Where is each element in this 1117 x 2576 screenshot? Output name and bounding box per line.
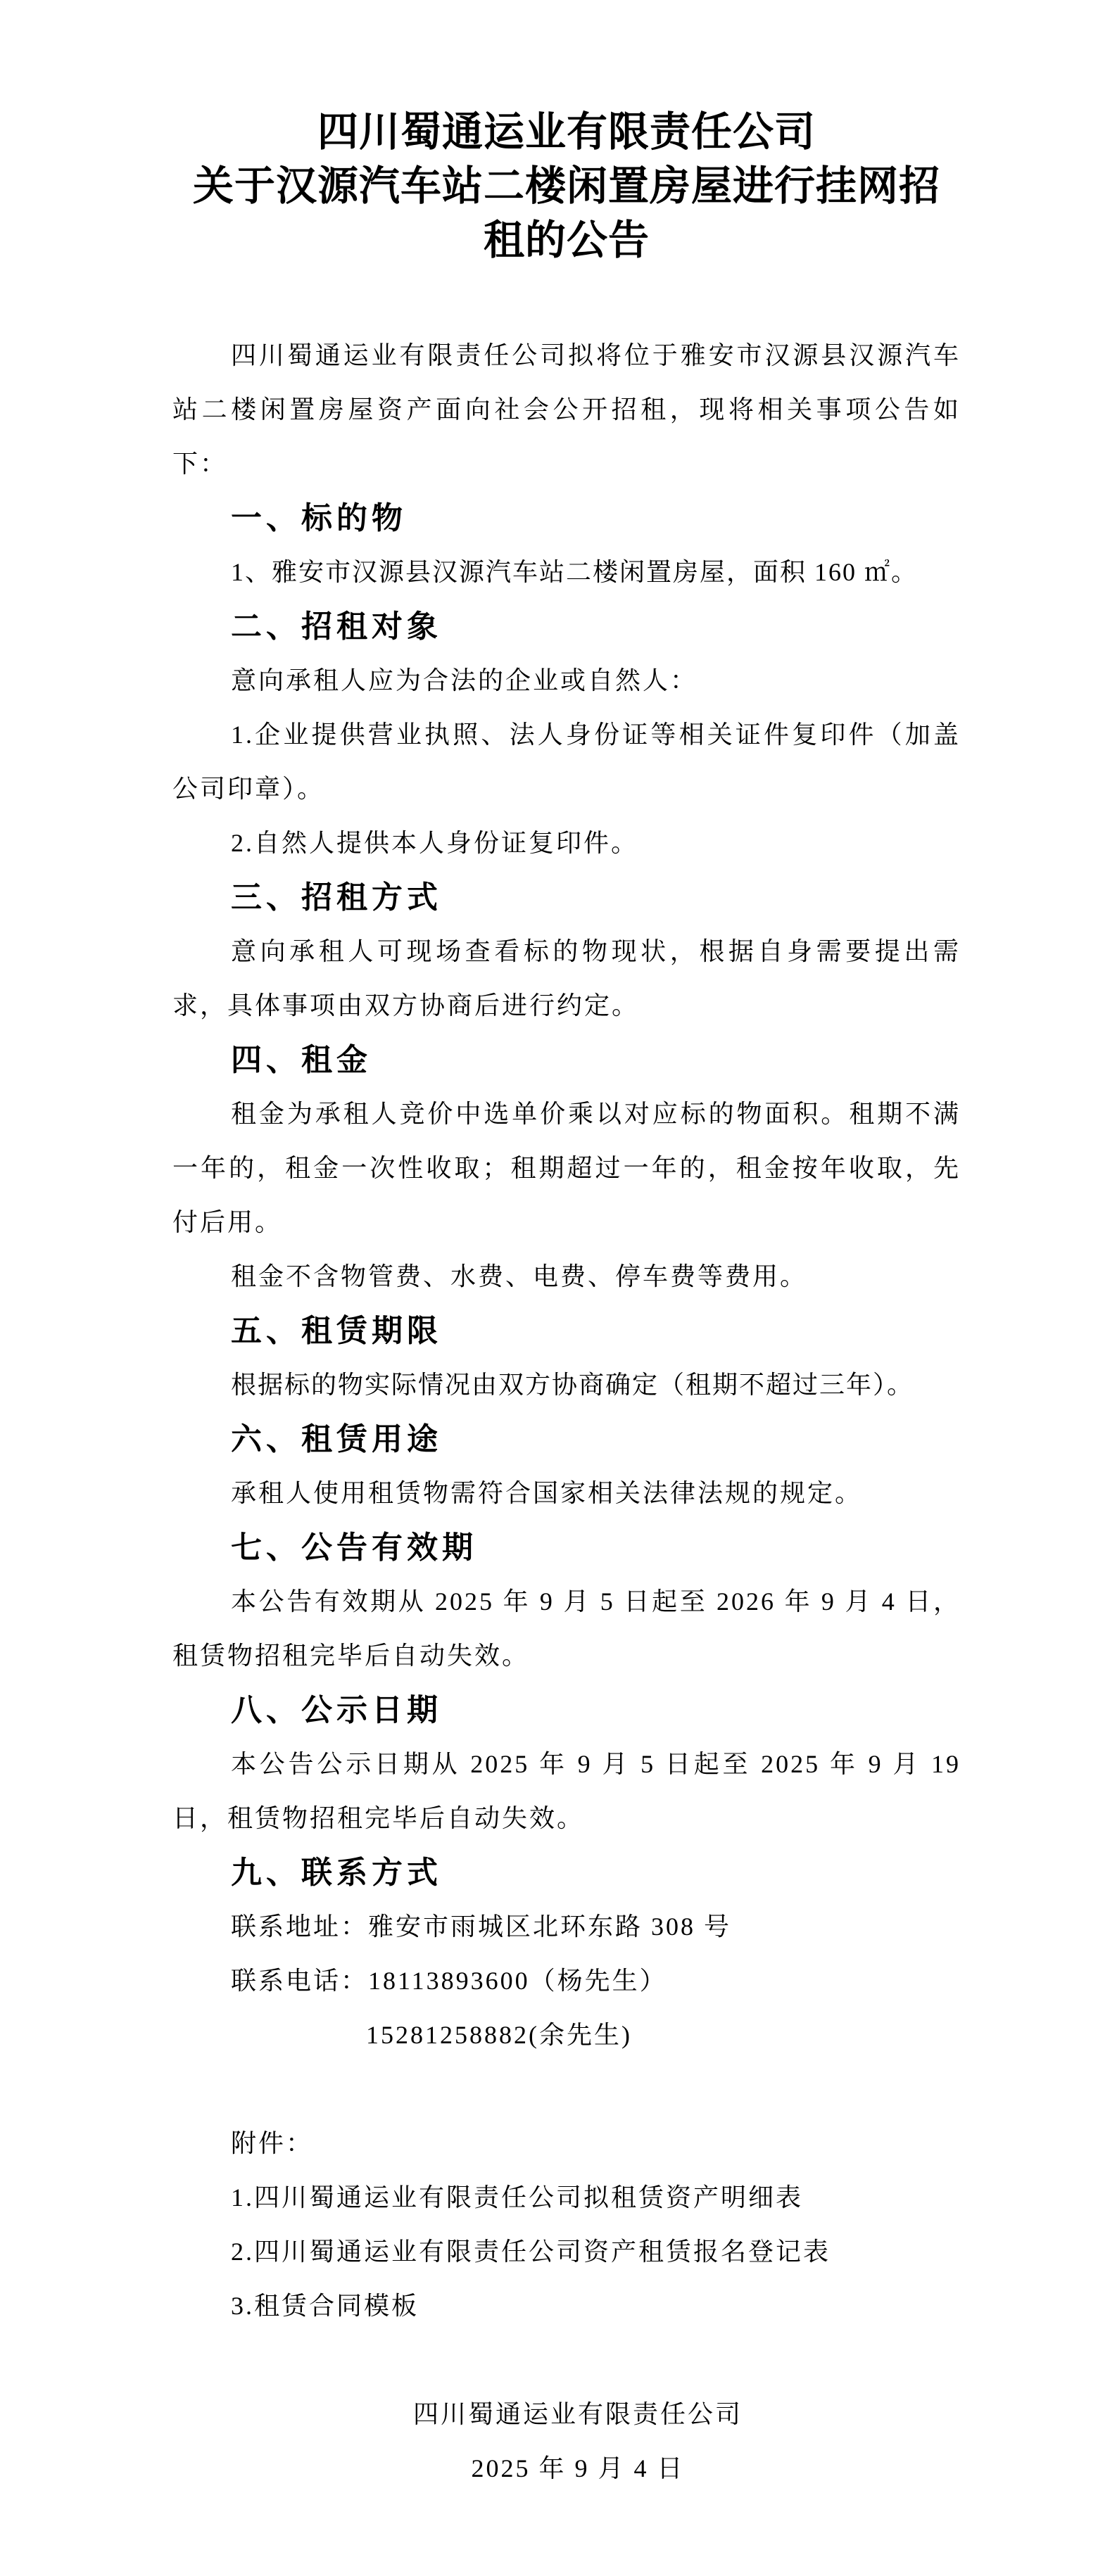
section-2-paragraph-3: 2.自然人提供本人身份证复印件。 — [231, 829, 639, 857]
section-3-heading: 三、招租方式 — [231, 880, 442, 915]
attachment-item-2: 2.四川蜀通运业有限责任公司资产租赁报名登记表 — [231, 2238, 831, 2266]
signature-date: 2025 年 9 月 4 日 — [471, 2454, 685, 2482]
section-4-paragraph-2: 租金不含物管费、水费、电费、停车费等费用。 — [231, 1262, 808, 1290]
section-7-paragraph-1: 本公告有效期从 2025 年 9 月 5 日起至 2026 年 9 月 4 日，租赁物招租完毕后自动失效。 — [172, 1587, 961, 1670]
intro-paragraph: 四川蜀通运业有限责任公司拟将位于雅安市汉源县汉源汽车站二楼闲置房屋资产面向社会公开招租，现将相关事项公告如下： — [172, 341, 961, 478]
section-6-heading: 六、租赁用途 — [231, 1422, 442, 1457]
page-title-line-1: 四川蜀通运业有限责任公司 — [317, 109, 816, 155]
page-title — [172, 105, 961, 267]
document-body — [172, 329, 961, 2496]
signature-block — [413, 2387, 743, 2496]
section-7-heading: 七、公告有效期 — [231, 1530, 477, 1565]
section-4-heading: 四、租金 — [231, 1043, 372, 1077]
attachments-label: 附件： — [231, 2129, 314, 2157]
contact-phone-line-1: 联系电话：18113893600（杨先生） — [231, 1967, 667, 1995]
section-6-paragraph-1: 承租人使用租赁物需符合国家相关法律法规的规定。 — [231, 1479, 863, 1507]
signature-company: 四川蜀通运业有限责任公司 — [412, 2400, 743, 2428]
contact-address-line: 联系地址：雅安市雨城区北环东路 308 号 — [231, 1912, 732, 1941]
section-2-heading: 二、招租对象 — [231, 609, 442, 644]
blank-line — [172, 2333, 961, 2387]
section-2-paragraph-1: 意向承租人应为合法的企业或自然人： — [231, 666, 698, 694]
section-5-paragraph-1: 根据标的物实际情况由双方协商确定（租期不超过三年）。 — [231, 1371, 914, 1399]
section-2-paragraph-2: 1.企业提供营业执照、法人身份证等相关证件复印件（加盖公司印章）。 — [172, 721, 961, 803]
page-title-line-3: 租的公告 — [483, 217, 650, 263]
section-8-heading: 八、公示日期 — [231, 1693, 442, 1727]
section-4-paragraph-1: 租金为承租人竞价中选单价乘以对应标的物面积。租期不满一年的，租金一次性收取；租期超过一年的，租金按年收取，先付后用。 — [172, 1100, 961, 1236]
page-title-line-2: 关于汉源汽车站二楼闲置房屋进行挂网招 — [192, 163, 940, 209]
section-5-heading: 五、租赁期限 — [231, 1314, 442, 1348]
section-3-paragraph-1: 意向承租人可现场查看标的物现状，根据自身需要提出需求，具体事项由双方协商后进行约定。 — [172, 937, 961, 1020]
section-8-paragraph-1: 本公告公示日期从 2025 年 9 月 5 日起至 2025 年 9 月 19 日，租赁物招租完毕后自动失效。 — [172, 1750, 961, 1832]
section-1-heading: 一、标的物 — [231, 501, 407, 535]
blank-line — [172, 2062, 961, 2117]
section-9-heading: 九、联系方式 — [231, 1855, 442, 1890]
section-1-paragraph-1: 1、雅安市汉源县汉源汽车站二楼闲置房屋，面积 160 ㎡。 — [231, 558, 919, 586]
contact-phone-line-2: 15281258882(余先生) — [366, 2021, 632, 2049]
attachment-item-3: 3.租赁合同模板 — [231, 2292, 419, 2320]
attachment-item-1: 1.四川蜀通运业有限责任公司拟租赁资产明细表 — [231, 2183, 804, 2212]
